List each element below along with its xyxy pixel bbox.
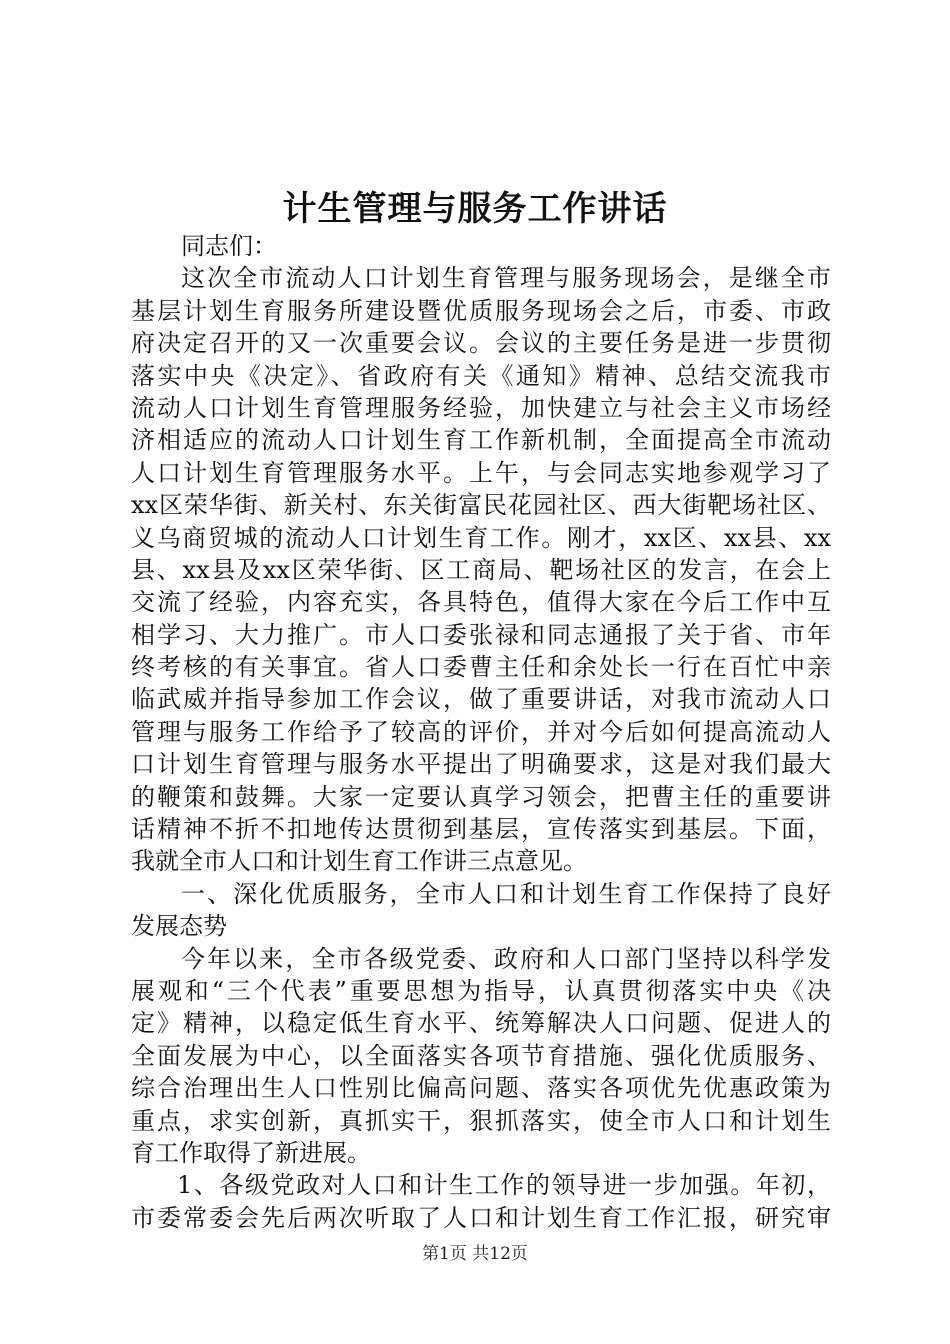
paragraph-line: 临武威并指导参加工作会议，做了重要讲话，对我市流动人口	[131, 685, 831, 714]
paragraph-line: 口计划生育管理与服务水平提出了明确要求，这是对我们最大	[131, 750, 831, 779]
paragraph-line: 流动人口计划生育管理服务经验，加快建立与社会主义市场经	[131, 393, 831, 422]
paragraph-line: xx区荣华街、新关村、东关街富民花园社区、西大街靶场社区、	[131, 491, 831, 520]
paragraph-line: 话精神不折不扣地传达贯彻到基层，宣传落实到基层。下面，	[131, 815, 831, 844]
paragraph-line: 济相适应的流动人口计划生育工作新机制，全面提高全市流动	[131, 426, 831, 455]
paragraph-line: 这次全市流动人口计划生育管理与服务现场会，是继全市	[181, 264, 831, 293]
paragraph-line: 交流了经验，内容充实，各具特色，值得大家在今后工作中互	[131, 588, 831, 617]
paragraph-line: 义乌商贸城的流动人口计划生育工作。刚才，xx区、xx县、xx	[131, 523, 831, 552]
paragraph-line: 县、xx县及xx区荣华街、区工商局、靶场社区的发言，在会上	[131, 555, 831, 584]
page-number-footer: 第1页 共12页	[422, 1244, 528, 1264]
paragraph-line: 我就全市人口和计划生育工作讲三点意见。	[131, 847, 587, 876]
salutation-line: 同志们：	[181, 232, 277, 260]
paragraph-line: 的鞭策和鼓舞。大家一定要认真学习领会，把曹主任的重要讲	[131, 782, 831, 811]
paragraph-line: 基层计划生育服务所建设暨优质服务现场会之后，市委、市政	[131, 296, 831, 325]
paragraph-line: 相学习、大力推广。市人口委张禄和同志通报了关于省、市年	[131, 620, 831, 649]
paragraph-line: 人口计划生育管理服务水平。上午，与会同志实地参观学习了	[131, 458, 831, 487]
paragraph-line: 落实中央《决定》、省政府有关《通知》精神、总结交流我市	[131, 361, 831, 390]
paragraph-line: 今年以来，全市各级党委、政府和人口部门坚持以科学发	[181, 944, 831, 973]
paragraph-line: 重点，求实创新，真抓实干，狠抓落实，使全市人口和计划生	[131, 1106, 831, 1135]
paragraph-line: 定》精神，以稳定低生育水平、统筹解决人口问题、促进人的	[131, 1009, 831, 1038]
paragraph-line: 展观和“三个代表”重要思想为指导，认真贯彻落实中央《决	[131, 976, 831, 1005]
paragraph-line: 综合治理出生人口性别比偏高问题、落实各项优先优惠政策为	[131, 1074, 831, 1103]
paragraph-line: 市委常委会先后两次听取了人口和计划生育工作汇报，研究审	[131, 1203, 831, 1232]
paragraph-line: 育工作取得了新进展。	[131, 1138, 371, 1167]
document-title: 计生管理与服务工作讲话	[282, 189, 668, 229]
document-body	[131, 230, 831, 1234]
section-heading-line: 一、深化优质服务，全市人口和计划生育工作保持了良好	[181, 879, 831, 908]
paragraph-line: 终考核的有关事宜。省人口委曹主任和余处长一行在百忙中亲	[131, 653, 831, 682]
paragraph-line: 府决定召开的又一次重要会议。会议的主要任务是进一步贯彻	[131, 329, 831, 358]
paragraph-line: 管理与服务工作给予了较高的评价，并对今后如何提高流动人	[131, 717, 831, 746]
section-heading-line: 发展态势	[131, 912, 227, 941]
paragraph-line: 全面发展为中心，以全面落实各项节育措施、强化优质服务、	[131, 1041, 831, 1070]
paragraph-line: 1、各级党政对人口和计生工作的领导进一步加强。年初，	[177, 1171, 831, 1200]
